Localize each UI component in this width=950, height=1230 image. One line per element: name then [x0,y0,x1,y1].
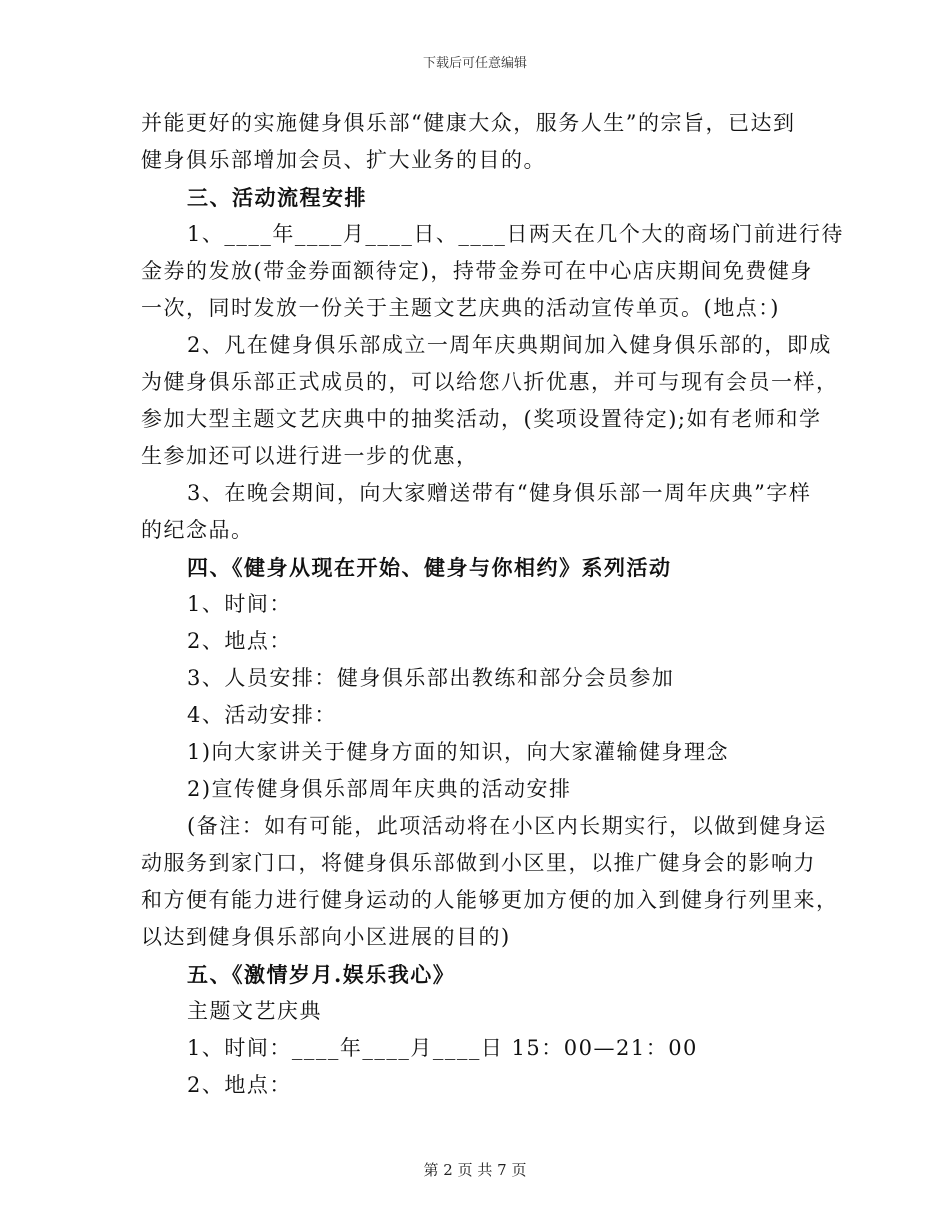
list-item-line: 3、在晚会期间，向大家赠送带有“健身俱乐部一周年庆典”字样 [187,481,812,505]
section-heading-4: 四、《健身从现在开始、健身与你相约》系列活动 [187,555,672,580]
paragraph-line: 为健身俱乐部正式成员的，可以给您八折优惠，并可与现有会员一样， [141,370,839,394]
paragraph-line: 参加大型主题文艺庆典中的抽奖活动，(奖项设置待定);如有老师和学 [141,407,822,431]
list-item-line: 1、____年____月____日、____日两天在几个大的商场门前进行待 [187,222,844,246]
paragraph-line: 金券的发放(带金券面额待定)，持带金券可在中心店庆期间免费健身 [141,259,813,283]
paragraph-line: 的纪念品。 [141,518,254,542]
sub-list-item-line: 1)向大家讲关于健身方面的知识，向大家灌输健身理念 [187,740,730,764]
list-item-line: 2、地点： [187,629,292,653]
list-item-line: 2、地点： [187,1073,292,1097]
list-item-line: 1、时间：____年____月____日 15：00—21：00 [187,1036,698,1060]
list-item-line: 3、人员安排：健身俱乐部出教练和部分会员参加 [187,666,675,690]
paragraph-line: 主题文艺庆典 [187,999,322,1023]
document-body [141,105,844,1104]
note-line: 动服务到家门口，将健身俱乐部做到小区里，以推广健身会的影响力 [141,851,816,875]
note-line: (备注：如有可能，此项活动将在小区内长期实行，以做到健身运 [187,814,827,838]
sub-list-item-line: 2)宣传健身俱乐部周年庆典的活动安排 [187,777,572,801]
list-item-line: 4、活动安排： [187,703,337,727]
section-heading-5: 五、《激情岁月.娱乐我心》 [187,962,456,987]
page-header: 下载后可任意编辑 [422,56,527,71]
section-heading-3: 三、活动流程安排 [187,185,367,210]
paragraph-line: 健身俱乐部增加会员、扩大业务的目的。 [141,148,546,172]
note-line: 和方便有能力进行健身运动的人能够更加方便的加入到健身行列里来， [141,888,839,912]
note-line: 以达到健身俱乐部向小区进展的目的) [141,925,511,949]
page-footer: 第 2 页 共 7 页 [423,1161,527,1179]
list-item-line: 2、凡在健身俱乐部成立一周年庆典期间加入健身俱乐部的，即成 [187,333,832,357]
paragraph-line: 生参加还可以进行进一步的优惠， [141,444,479,468]
paragraph-line: 一次，同时发放一份关于主题文艺庆典的活动宣传单页。(地点：) [141,296,780,320]
list-item-line: 1、时间： [187,592,292,616]
paragraph-line: 并能更好的实施健身俱乐部“健康大众，服务人生”的宗旨，已达到 [141,111,796,135]
